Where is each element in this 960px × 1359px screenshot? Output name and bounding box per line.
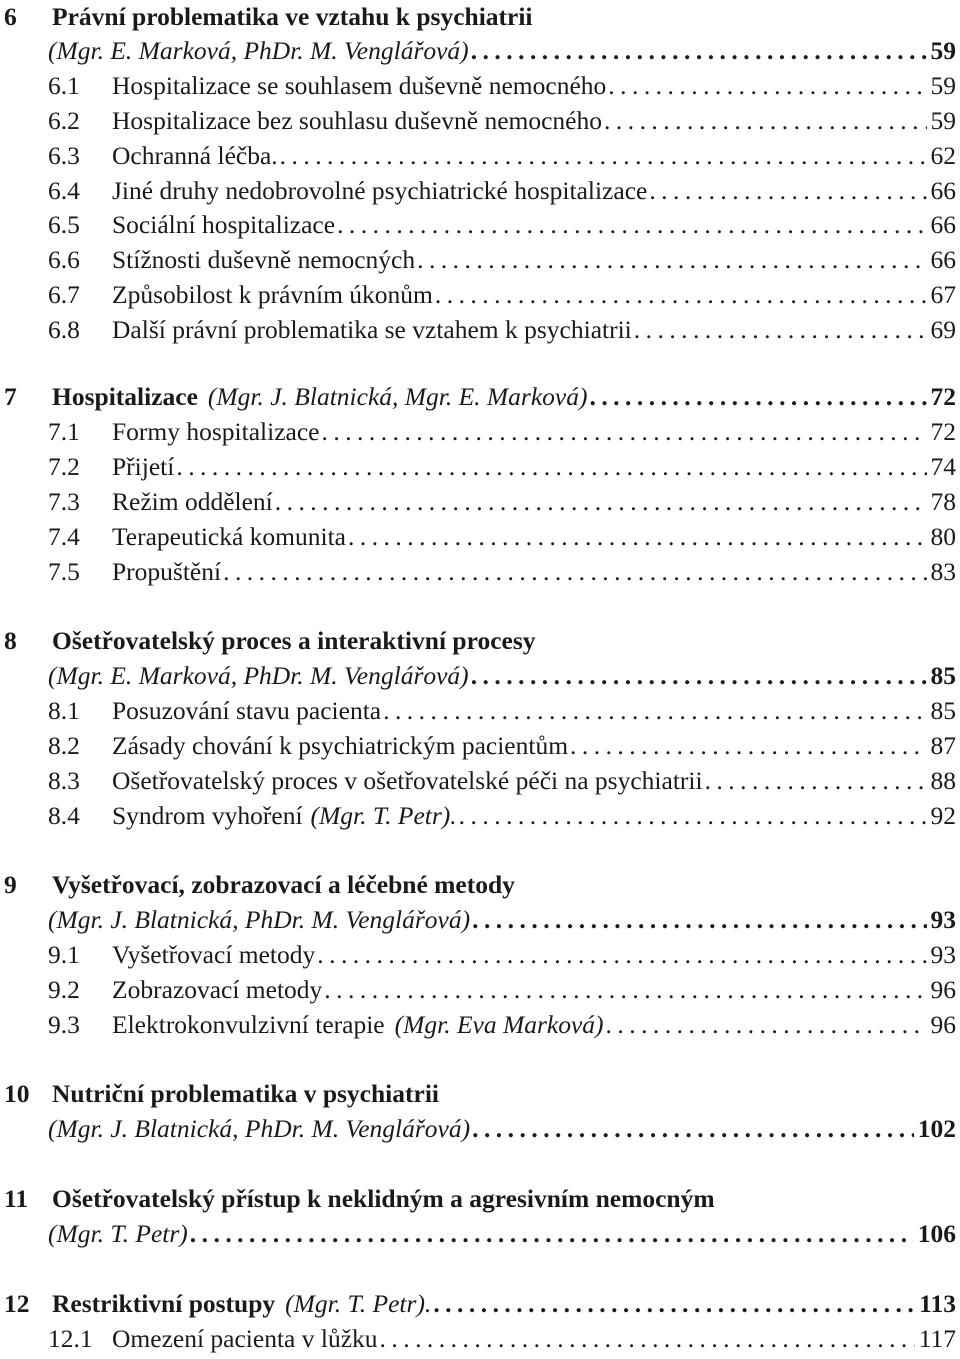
page-number: 93 <box>930 940 956 969</box>
section-number: 6.3 <box>48 141 80 170</box>
section-title: Způsobilost k právním úkonům <box>112 280 433 309</box>
page-number: 72 <box>930 382 956 411</box>
toc-section-row <box>0 973 956 1007</box>
chapter-heading <box>0 624 956 658</box>
section-number: 12.1 <box>48 1324 93 1353</box>
toc-section-row <box>0 69 956 103</box>
chapter-heading <box>0 1287 956 1321</box>
dot-leader <box>417 243 926 277</box>
page-number: 117 <box>918 1324 956 1353</box>
chapter-authors-line <box>0 1112 956 1146</box>
chapter-title: Nutriční problematika v psychiatrii <box>52 1079 439 1108</box>
chapter-heading <box>0 380 956 414</box>
section-title: Ochranná léčba. <box>112 141 278 170</box>
toc-section-row <box>0 174 956 208</box>
section-title: Propuštění <box>112 557 222 586</box>
chapter-title: Vyšetřovací, zobrazovací a léčebné metody <box>52 870 515 899</box>
dot-leader <box>435 278 927 312</box>
section-authors: (Mgr. Eva Marková) <box>394 1010 604 1039</box>
chapter-title: Hospitalizace <box>52 382 198 411</box>
toc-section-row <box>0 729 956 763</box>
chapter-number: 11 <box>4 1184 29 1213</box>
toc-section-row <box>0 415 956 449</box>
dot-leader <box>570 729 926 763</box>
page-number: 69 <box>930 315 956 344</box>
section-number: 8.2 <box>48 731 80 760</box>
page-number: 85 <box>930 696 956 725</box>
section-title: Zásady chování k psychiatrickým pacientům <box>112 731 569 760</box>
dot-leader <box>280 139 927 173</box>
dot-leader <box>317 938 926 972</box>
toc-section-row <box>0 450 956 484</box>
toc-section-row <box>0 694 956 728</box>
section-number: 7.5 <box>48 557 80 586</box>
page-number: 80 <box>930 522 956 551</box>
section-number: 7.4 <box>48 522 80 551</box>
page-number: 106 <box>917 1219 956 1248</box>
toc-section-row <box>0 313 956 347</box>
chapter-authors-line <box>0 1217 956 1251</box>
dot-leader <box>383 694 926 728</box>
page-number: 88 <box>930 766 956 795</box>
page-number: 62 <box>930 141 956 170</box>
page-number: 74 <box>930 452 956 481</box>
toc-section-row <box>0 938 956 972</box>
page-number: 59 <box>930 71 956 100</box>
chapter-number: 9 <box>4 870 17 899</box>
section-title: Omezení pacienta v lůžku <box>112 1324 378 1353</box>
chapter-authors: (Mgr. T. Petr) <box>48 1219 188 1248</box>
toc-section-row <box>0 243 956 277</box>
page-number: 96 <box>930 975 956 1004</box>
chapter-heading <box>0 868 956 902</box>
dot-leader <box>275 485 927 519</box>
section-title: Elektrokonvulzivní terapie <box>112 1010 385 1039</box>
page-number: 66 <box>930 245 956 274</box>
chapter-number: 10 <box>4 1079 30 1108</box>
page-number: 66 <box>930 210 956 239</box>
chapter-number: 7 <box>4 382 17 411</box>
section-title: Sociální hospitalizace <box>112 210 336 239</box>
chapter-authors-line <box>0 34 956 68</box>
dot-leader <box>190 1217 914 1251</box>
page-number: 87 <box>930 731 956 760</box>
page-number: 83 <box>930 557 956 586</box>
chapter-number: 6 <box>4 2 17 31</box>
chapter-authors: (Mgr. E. Marková, PhDr. M. Venglářová) <box>48 36 469 65</box>
section-title: Vyšetřovací metody <box>112 940 316 969</box>
chapter-authors: (Mgr. E. Marková, PhDr. M. Venglářová) <box>48 661 469 690</box>
section-title: Hospitalizace bez souhlasu duševně nemocného <box>112 106 603 135</box>
section-number: 6.5 <box>48 210 80 239</box>
section-number: 7.3 <box>48 487 80 516</box>
toc-section-row <box>0 208 956 242</box>
dot-leader <box>433 1287 915 1321</box>
dot-leader <box>649 174 926 208</box>
section-title: Ošetřovatelský proces v ošetřovatelské péči na psychiatrii <box>112 766 703 795</box>
dot-leader <box>223 555 926 589</box>
chapter-authors: (Mgr. J. Blatnická, PhDr. M. Venglářová) <box>48 1114 471 1143</box>
page-number: 59 <box>930 36 956 65</box>
chapter-authors: (Mgr. T. Petr). <box>285 1289 432 1318</box>
section-number: 8.4 <box>48 801 80 830</box>
section-title: Hospitalizace se souhlasem duševně nemocného <box>112 71 607 100</box>
chapter-number: 8 <box>4 626 17 655</box>
page-number: 66 <box>930 176 956 205</box>
toc-section-row <box>0 555 956 589</box>
toc-section-row <box>0 278 956 312</box>
toc-section-row <box>0 104 956 138</box>
section-title: Posuzování stavu pacienta <box>112 696 382 725</box>
dot-leader <box>589 380 926 414</box>
section-title: Syndrom vyhoření <box>112 801 303 830</box>
section-title: Přijetí <box>112 452 175 481</box>
section-title: Terapeutická komunita <box>112 522 346 551</box>
dot-leader <box>472 1112 914 1146</box>
chapter-authors: (Mgr. J. Blatnická, Mgr. E. Marková) <box>207 382 588 411</box>
section-number: 9.1 <box>48 940 80 969</box>
chapter-title: Ošetřovatelský přístup k neklidným a agresivním nemocným <box>52 1184 715 1213</box>
toc-section-row <box>0 1322 956 1356</box>
dot-leader <box>348 520 927 554</box>
section-number: 9.2 <box>48 975 80 1004</box>
toc-section-row <box>0 1008 956 1042</box>
dot-leader <box>459 799 927 833</box>
page-number: 67 <box>930 280 956 309</box>
section-title: Režim oddělení <box>112 487 273 516</box>
section-number: 8.3 <box>48 766 80 795</box>
chapter-title: Ošetřovatelský proces a interaktivní procesy <box>52 626 536 655</box>
page-number: 92 <box>930 801 956 830</box>
dot-leader <box>322 415 927 449</box>
chapter-title: Právní problematika ve vztahu k psychiatrii <box>52 2 533 31</box>
chapter-authors: (Mgr. J. Blatnická, PhDr. M. Venglářová) <box>48 905 471 934</box>
section-title: Stížnosti duševně nemocných <box>112 245 416 274</box>
section-number: 7.1 <box>48 417 80 446</box>
toc-section-row <box>0 799 956 833</box>
toc-section-row <box>0 139 956 173</box>
page-number: 59 <box>930 106 956 135</box>
toc-section-row <box>0 520 956 554</box>
section-number: 6.2 <box>48 106 80 135</box>
dot-leader <box>471 659 927 693</box>
page-number: 113 <box>919 1289 956 1318</box>
dot-leader <box>604 104 926 138</box>
dot-leader <box>606 1008 927 1042</box>
dot-leader <box>471 34 927 68</box>
chapter-heading <box>0 0 956 34</box>
page-number: 85 <box>930 661 956 690</box>
section-title: Další právní problematika se vztahem k psychiatrii <box>112 315 632 344</box>
section-number: 6.8 <box>48 315 80 344</box>
section-authors: (Mgr. T. Petr). <box>310 801 457 830</box>
section-number: 6.4 <box>48 176 80 205</box>
dot-leader <box>705 764 927 798</box>
dot-leader <box>634 313 927 347</box>
section-number: 6.6 <box>48 245 80 274</box>
page-number: 93 <box>930 905 956 934</box>
section-number: 7.2 <box>48 452 80 481</box>
chapter-authors-line <box>0 659 956 693</box>
chapter-title: Restriktivní postupy <box>52 1289 276 1318</box>
dot-leader <box>380 1322 915 1356</box>
page-number: 102 <box>917 1114 956 1143</box>
section-title: Formy hospitalizace <box>112 417 320 446</box>
page-number: 72 <box>930 417 956 446</box>
chapter-heading <box>0 1077 956 1111</box>
page-number: 78 <box>930 487 956 516</box>
section-number: 9.3 <box>48 1010 80 1039</box>
chapter-number: 12 <box>4 1289 30 1318</box>
section-title: Jiné druhy nedobrovolné psychiatrické hospitalizace <box>112 176 648 205</box>
dot-leader <box>608 69 926 103</box>
section-title: Zobrazovací metody <box>112 975 323 1004</box>
section-number: 6.1 <box>48 71 80 100</box>
dot-leader <box>324 973 926 1007</box>
toc-section-row <box>0 764 956 798</box>
dot-leader <box>176 450 926 484</box>
toc-section-row <box>0 485 956 519</box>
chapter-heading <box>0 1182 956 1216</box>
dot-leader <box>472 903 926 937</box>
dot-leader <box>337 208 926 242</box>
page-number: 96 <box>930 1010 956 1039</box>
section-number: 8.1 <box>48 696 80 725</box>
section-number: 6.7 <box>48 280 80 309</box>
chapter-authors-line <box>0 903 956 937</box>
